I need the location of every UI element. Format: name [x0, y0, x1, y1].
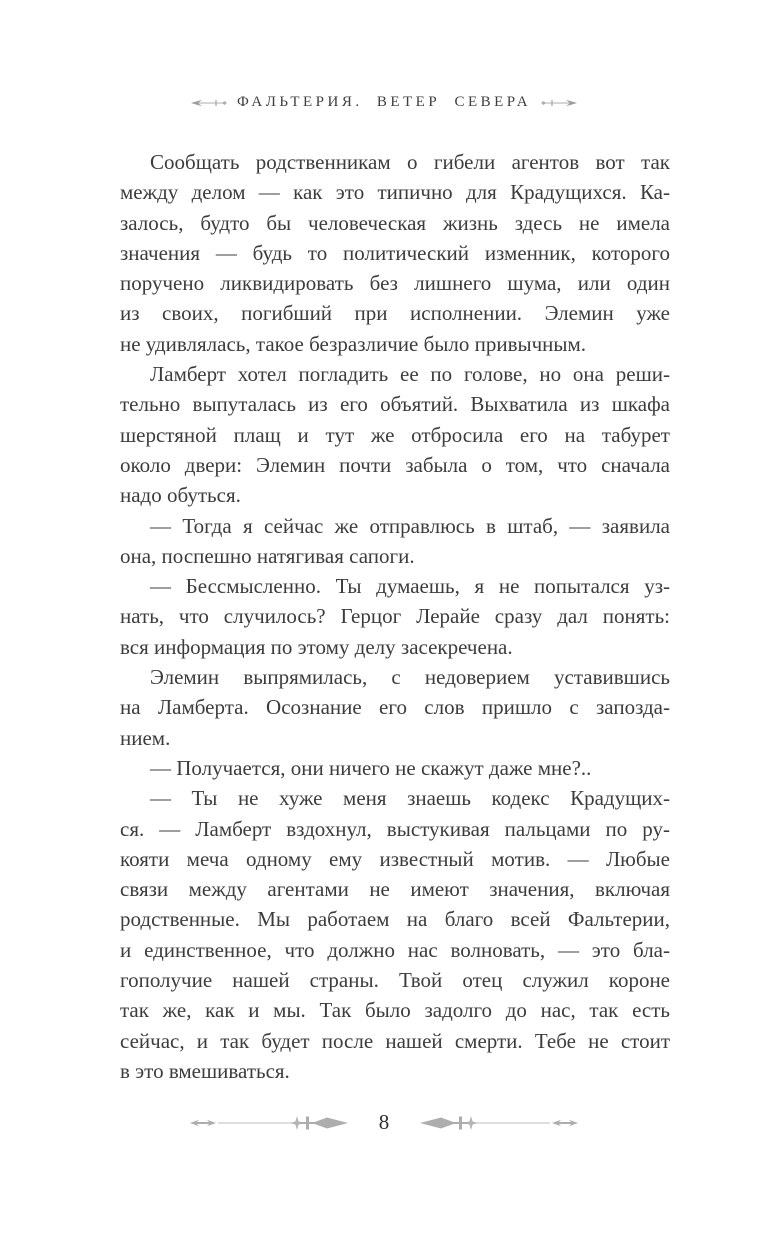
text-line: — Получается, они ничего не скажут даже мне?..	[150, 755, 592, 780]
text-line: тельно выпуталась из его объятий. Выхватила из шкафа	[120, 392, 670, 417]
text-line: между делом — как это типично для Крадущихся. Ка-	[120, 180, 670, 205]
running-header	[0, 94, 768, 111]
text-line: шерстяной плащ и тут же отбросила его на табурет	[120, 422, 670, 447]
text-line: надо обуться.	[120, 483, 241, 508]
text-line: нать, что случилось? Герцог Лерайе сразу дал понять:	[120, 604, 670, 629]
text-line: на Ламберта. Осознание его слов пришло с запозда-	[120, 695, 670, 720]
header-ornament-right-icon	[541, 97, 577, 109]
text-line: и единственное, что должно нас волновать, — это бла-	[120, 937, 670, 962]
book-title: ФАЛЬТЕРИЯ. ВЕТЕР СЕВЕРА	[236, 94, 532, 110]
text-line: Сообщать родственникам о гибели агентов вот так	[150, 150, 670, 174]
text-line: гополучие нашей страны. Твой отец служил короне	[120, 968, 670, 993]
text-line: ся. — Ламберт вздохнул, выстукивая пальцами по ру-	[120, 816, 670, 841]
page-footer	[0, 1110, 768, 1135]
text-line: нием.	[120, 725, 171, 750]
text-line: вся информация по этому делу засекречена.	[120, 634, 513, 659]
text-line: так же, как и мы. Так было задолго до нас, так есть	[120, 998, 670, 1023]
text-line: значения — будь то политический изменник, которого	[120, 240, 670, 265]
header-ornament-left-icon	[191, 97, 227, 109]
text-line: — Тогда я сейчас же отправлюсь в штаб, — заявила	[150, 513, 670, 538]
page-text	[120, 147, 670, 1086]
text-line: — Ты не хуже меня знаешь кодекс Крадущих-	[150, 786, 670, 811]
text-line: связи между агентами не имеют значения, включая	[120, 877, 670, 902]
text-line: она, поспешно натягивая сапоги.	[120, 543, 415, 568]
footer-ornament-right-icon	[420, 1114, 578, 1132]
text-line: в это вмешиваться.	[120, 1058, 290, 1083]
text-line: — Бессмысленно. Ты думаешь, я не попытался уз-	[150, 574, 670, 599]
text-line: сейчас, и так будет после нашей смерти. Тебе не стоит	[120, 1028, 670, 1053]
page-number: 8	[378, 1110, 390, 1134]
text-line: родственные. Мы работаем на благо всей Фальтерии,	[120, 907, 670, 932]
footer-ornament-left-icon	[190, 1114, 348, 1132]
text-line: кояти меча одному ему известный мотив. — Любые	[120, 846, 670, 871]
text-line: не удивлялась, такое безразличие было привычным.	[120, 331, 587, 356]
text-line: Элемин выпрямилась, с недоверием уставившись	[150, 665, 670, 690]
text-line: из своих, погибший при исполнении. Элемин уже	[120, 301, 670, 326]
text-line: поручено ликвидировать без лишнего шума, или один	[120, 271, 670, 296]
text-line: залось, будто бы человеческая жизнь здесь не имела	[120, 210, 670, 235]
text-line: около двери: Элемин почти забыла о том, что сначала	[120, 452, 670, 477]
text-line: Ламберт хотел погладить ее по голове, но она реши-	[150, 362, 670, 387]
